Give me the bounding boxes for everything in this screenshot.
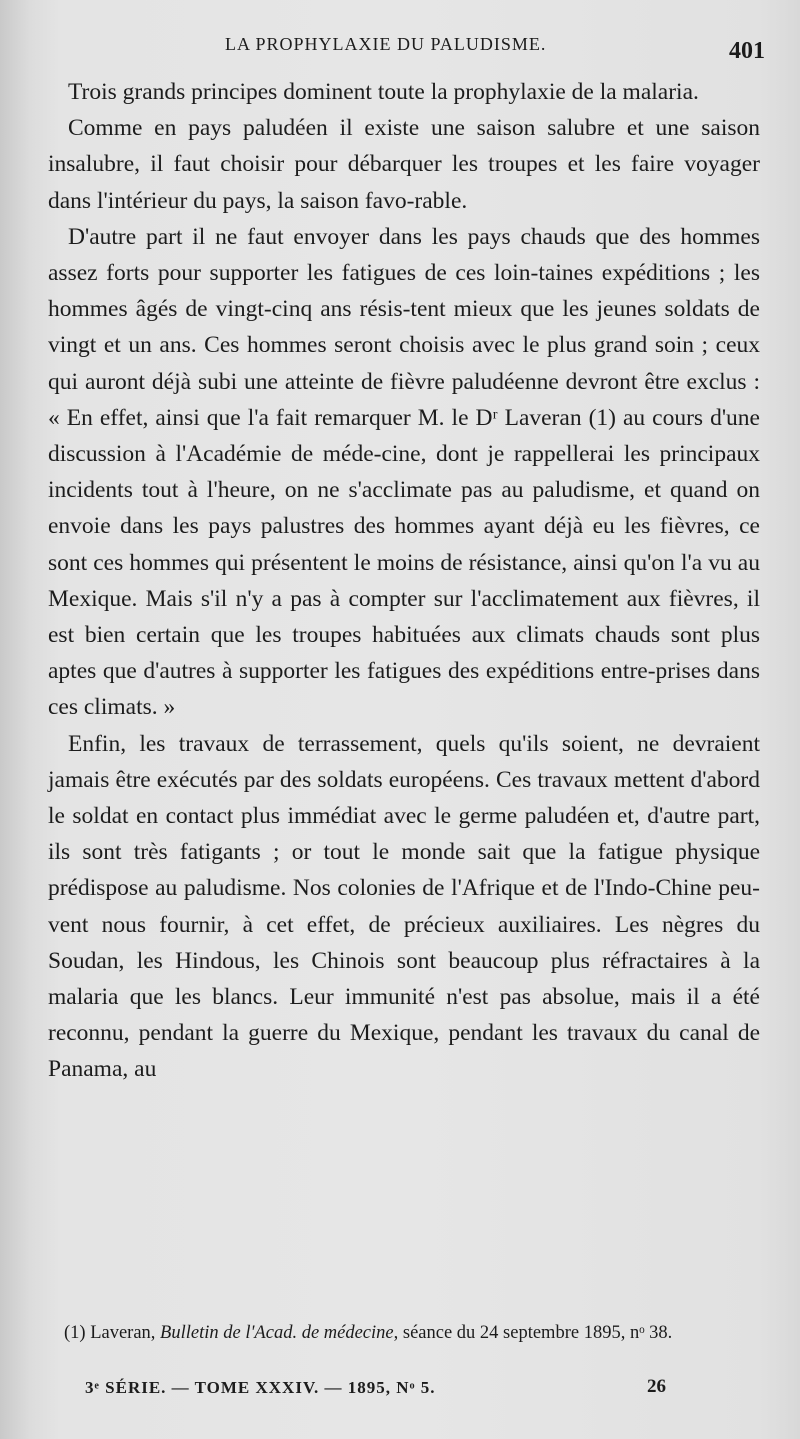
page-number: 401 [729, 38, 765, 64]
paragraph: Trois grands principes dominent toute la prophylaxie de la malaria. [68, 79, 699, 105]
running-title: LA PROPHYLAXIE DU PALUDISME. [225, 34, 547, 54]
signature-line [0, 1378, 800, 1404]
sheet-number: 26 [647, 1376, 666, 1397]
body-text [48, 74, 760, 1088]
running-head [0, 34, 800, 62]
series-info: 3ᵉ SÉRIE. — TOME XXXIV. — 1895, Nᵒ 5. [85, 1378, 436, 1397]
footnote-rest: , séance du 24 septembre 1895, nᵒ 38. [393, 1323, 673, 1343]
paragraph: Comme en pays paludéen il existe une saison salubre et une saison insalubre, il faut choisir pour débarquer les troupes et les faire voyager dans l'intérieur du pays, la saison favo-rable. [48, 115, 760, 214]
paragraph: D'autre part il ne faut envoyer dans les pays chauds que des hommes assez forts pour supporter les fatigues de ces loin-taines expéditions ; les hommes âgés de vingt-cinq ans résis-tent mieux que les jeunes soldats de vingt et un ans. Ces hommes seront choisis avec le plus grand soin ; ceux qui auront déjà subi une atteinte de fièvre paludéenne devront être exclus : « En effet, ainsi que l'a fait remarquer M. le Dʳ Laveran (1) au cours d'une discussion à l'Académie de méde-cine, dont je rappellerai les principaux incidents tout à l'heure, on ne s'acclimate pas au paludisme, et quand on envoie dans les pays palustres des hommes ayant déjà eu les fièvres, ce sont ces hommes qui présentent le moins de résistance, ainsi qu'on l'a vu au Mexique. Mais s'il n'y a pas à compter sur l'acclimatement aux fièvres, il est bien certain que les troupes habituées aux climats chauds sont plus aptes que d'autres à supporter les fatigues des expéditions entre-prises dans ces climats. » [48, 223, 760, 721]
footnote-marker: (1) Laveran, [64, 1323, 161, 1343]
paragraph: Enfin, les travaux de terrassement, quels qu'ils soient, ne devraient jamais être exécutés par des soldats européens. Ces travaux mettent d'abord le soldat en contact plus immédiat avec le germe paludéen et, d'autre part, ils sont très fatigants ; or tout le monde sait que la fatigue physique prédispose au paludisme. Nos colonies de l'Afrique et de l'Indo-Chine peu-vent nous fournir, à cet effet, de précieux auxiliaires. Les nègres du Soudan, les Hindous, les Chinois sont beaucoup plus réfractaires à la malaria que les blancs. Leur immunité n'est pas absolue, mais il a été reconnu, pendant la guerre du Mexique, pendant les travaux du canal de Panama, au [48, 730, 760, 1083]
footnote [50, 1321, 758, 1345]
footnote-text [50, 1321, 758, 1345]
footnote-journal: Bulletin de l'Acad. de médecine [160, 1323, 394, 1343]
